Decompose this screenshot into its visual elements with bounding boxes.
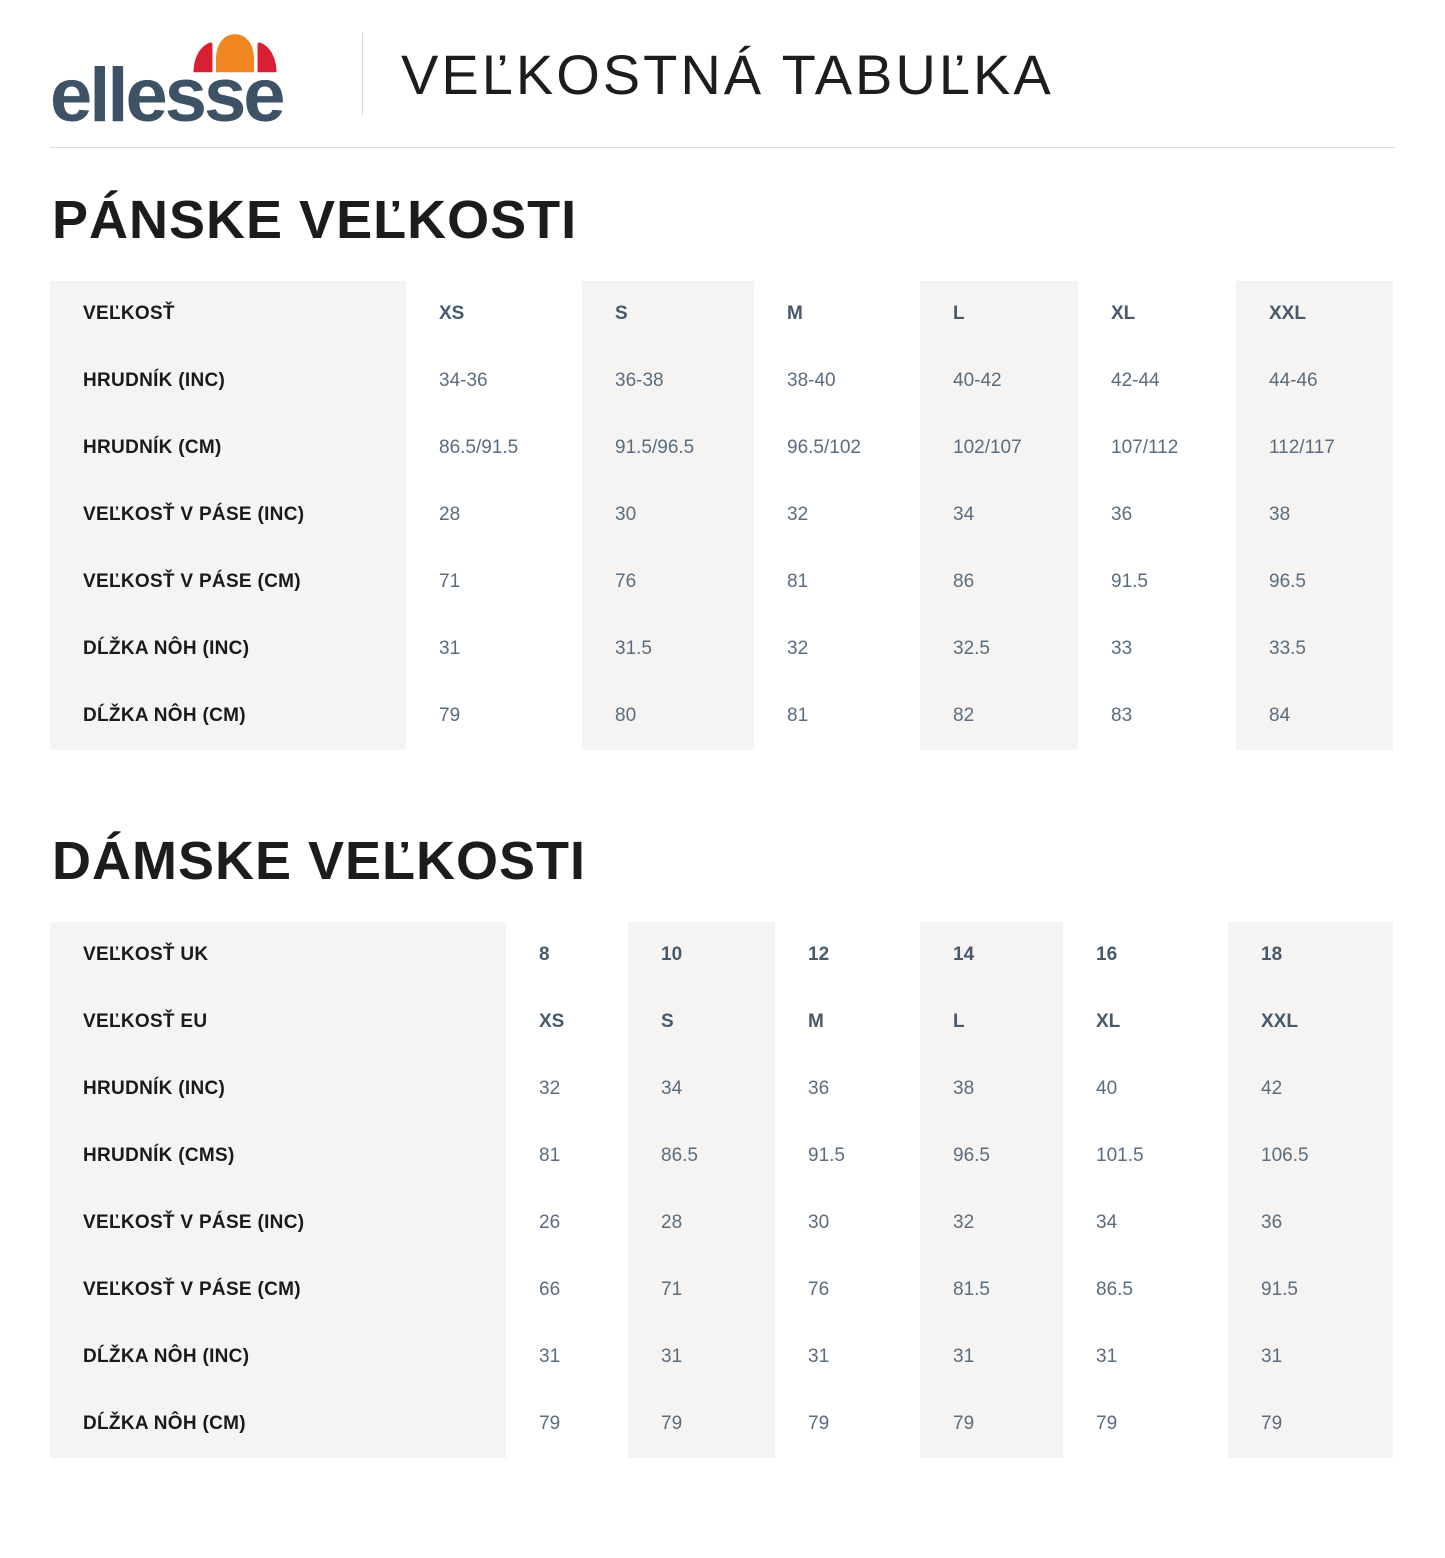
size-value-cell: 79 <box>808 1413 830 1435</box>
size-header-cell: XL <box>1096 1011 1121 1033</box>
size-value-cell: 34 <box>920 482 1078 549</box>
size-value-cell: 34 <box>628 1056 775 1123</box>
women-size-table <box>50 922 1393 1458</box>
size-value-cell: 91.5 <box>1111 571 1148 593</box>
table-row <box>50 683 1393 750</box>
size-value-cell: 102/107 <box>920 415 1078 482</box>
size-value-cell: 91.5/96.5 <box>582 415 754 482</box>
size-value-cell: 26 <box>539 1212 561 1234</box>
size-value-cell: 91.5 <box>1228 1257 1393 1324</box>
size-value-cell: 36-38 <box>582 348 754 415</box>
size-header-cell: S <box>582 281 754 348</box>
size-value-cell: 31 <box>539 1346 561 1368</box>
row-label: VEĽKOSŤ <box>50 281 406 348</box>
size-value-cell: 30 <box>808 1212 830 1234</box>
ellesse-logo <box>50 28 350 138</box>
size-value-cell: 71 <box>628 1257 775 1324</box>
size-value-cell: 32 <box>787 504 809 526</box>
size-value-cell: 36 <box>808 1078 830 1100</box>
size-header-cell: M <box>808 1011 824 1033</box>
row-label: VEĽKOSŤ V PÁSE (INC) <box>50 1190 506 1257</box>
size-value-cell: 34-36 <box>439 370 488 392</box>
table-row <box>50 348 1393 415</box>
size-header-cell: 14 <box>920 922 1063 989</box>
size-value-cell: 36 <box>1228 1190 1393 1257</box>
row-label: VEĽKOSŤ V PÁSE (CM) <box>50 549 406 616</box>
size-value-cell: 42-44 <box>1111 370 1160 392</box>
size-value-cell: 38 <box>1236 482 1393 549</box>
men-sizes-section <box>50 189 1395 750</box>
size-value-cell: 83 <box>1111 705 1133 727</box>
table-row <box>50 281 1393 348</box>
size-value-cell: 84 <box>1236 683 1393 750</box>
table-row <box>50 1056 1393 1123</box>
size-header-cell: XS <box>539 1011 565 1033</box>
size-value-cell: 79 <box>539 1413 561 1435</box>
row-label: HRUDNÍK (CMS) <box>50 1123 506 1190</box>
size-value-cell: 32 <box>787 638 809 660</box>
size-value-cell: 79 <box>628 1391 775 1458</box>
size-value-cell: 34 <box>1096 1212 1118 1234</box>
size-value-cell: 112/117 <box>1236 415 1393 482</box>
size-value-cell: 40-42 <box>920 348 1078 415</box>
size-value-cell: 42 <box>1228 1056 1393 1123</box>
size-value-cell: 33 <box>1111 638 1133 660</box>
size-value-cell: 81.5 <box>920 1257 1063 1324</box>
row-label: DĹŽKA NÔH (CM) <box>50 1391 506 1458</box>
size-value-cell: 31.5 <box>582 616 754 683</box>
size-value-cell: 79 <box>1228 1391 1393 1458</box>
size-value-cell: 101.5 <box>1096 1145 1144 1167</box>
size-header-cell: 8 <box>539 944 550 966</box>
table-row <box>50 482 1393 549</box>
size-header-cell: XXL <box>1236 281 1393 348</box>
section-heading-men: PÁNSKE VEĽKOSTI <box>52 190 578 250</box>
header-vertical-divider <box>362 33 363 115</box>
size-value-cell: 31 <box>920 1324 1063 1391</box>
size-value-cell: 31 <box>1096 1346 1118 1368</box>
size-value-cell: 86 <box>920 549 1078 616</box>
row-label: DĹŽKA NÔH (INC) <box>50 616 406 683</box>
size-value-cell: 44-46 <box>1236 348 1393 415</box>
size-value-cell: 81 <box>539 1145 561 1167</box>
size-value-cell: 38 <box>920 1056 1063 1123</box>
size-header-cell: XXL <box>1228 989 1393 1056</box>
row-label: VEĽKOSŤ UK <box>50 922 506 989</box>
size-value-cell: 76 <box>808 1279 830 1301</box>
size-value-cell: 96.5/102 <box>787 437 861 459</box>
size-header-cell: XS <box>439 303 465 325</box>
table-row <box>50 1324 1393 1391</box>
size-value-cell: 31 <box>628 1324 775 1391</box>
size-value-cell: 71 <box>439 571 461 593</box>
table-row <box>50 989 1393 1056</box>
size-value-cell: 30 <box>582 482 754 549</box>
size-value-cell: 86.5/91.5 <box>439 437 519 459</box>
section-heading-women: DÁMSKE VEĽKOSTI <box>52 831 587 892</box>
ellesse-wordmark: ellesse <box>50 53 283 138</box>
table-row <box>50 415 1393 482</box>
size-value-cell: 40 <box>1096 1078 1118 1100</box>
size-value-cell: 81 <box>787 705 809 727</box>
size-value-cell: 81 <box>787 571 809 593</box>
table-row <box>50 549 1393 616</box>
size-value-cell: 96.5 <box>920 1123 1063 1190</box>
row-label: HRUDNÍK (INC) <box>50 348 406 415</box>
size-value-cell: 86.5 <box>628 1123 775 1190</box>
size-header-cell: M <box>787 303 803 325</box>
row-label: DĹŽKA NÔH (CM) <box>50 683 406 750</box>
size-value-cell: 82 <box>920 683 1078 750</box>
size-value-cell: 86.5 <box>1096 1279 1133 1301</box>
size-header-cell: L <box>920 281 1078 348</box>
table-row <box>50 922 1393 989</box>
size-value-cell: 38-40 <box>787 370 836 392</box>
size-value-cell: 28 <box>439 504 461 526</box>
size-value-cell: 28 <box>628 1190 775 1257</box>
size-value-cell: 107/112 <box>1111 437 1179 459</box>
table-row <box>50 1391 1393 1458</box>
table-row <box>50 1190 1393 1257</box>
row-label: HRUDNÍK (INC) <box>50 1056 506 1123</box>
row-label: HRUDNÍK (CM) <box>50 415 406 482</box>
size-value-cell: 79 <box>1096 1413 1118 1435</box>
row-label: VEĽKOSŤ EU <box>50 989 506 1056</box>
page-title: VEĽKOSTNÁ TABUĽKA <box>401 42 1054 106</box>
size-value-cell: 32 <box>920 1190 1063 1257</box>
table-row <box>50 616 1393 683</box>
row-label: DĹŽKA NÔH (INC) <box>50 1324 506 1391</box>
size-value-cell: 80 <box>582 683 754 750</box>
size-value-cell: 66 <box>539 1279 561 1301</box>
size-value-cell: 31 <box>439 638 461 660</box>
size-header-cell: 12 <box>808 944 830 966</box>
row-label: VEĽKOSŤ V PÁSE (INC) <box>50 482 406 549</box>
size-value-cell: 79 <box>439 705 461 727</box>
men-size-table <box>50 281 1393 750</box>
table-row <box>50 1257 1393 1324</box>
size-header-cell: S <box>628 989 775 1056</box>
table-row <box>50 1123 1393 1190</box>
size-value-cell: 96.5 <box>1236 549 1393 616</box>
size-header-cell: 16 <box>1096 944 1118 966</box>
size-value-cell: 33.5 <box>1236 616 1393 683</box>
size-value-cell: 79 <box>920 1391 1063 1458</box>
size-value-cell: 91.5 <box>808 1145 845 1167</box>
size-header-cell: L <box>920 989 1063 1056</box>
size-value-cell: 36 <box>1111 504 1133 526</box>
size-value-cell: 76 <box>582 549 754 616</box>
size-header-cell: 18 <box>1228 922 1393 989</box>
row-label: VEĽKOSŤ V PÁSE (CM) <box>50 1257 506 1324</box>
size-value-cell: 31 <box>808 1346 830 1368</box>
size-header-cell: XL <box>1111 303 1136 325</box>
size-value-cell: 31 <box>1228 1324 1393 1391</box>
size-header-cell: 10 <box>628 922 775 989</box>
women-sizes-section <box>50 830 1395 1458</box>
header <box>50 0 1395 148</box>
size-value-cell: 32 <box>539 1078 561 1100</box>
size-value-cell: 32.5 <box>920 616 1078 683</box>
size-value-cell: 106.5 <box>1228 1123 1393 1190</box>
